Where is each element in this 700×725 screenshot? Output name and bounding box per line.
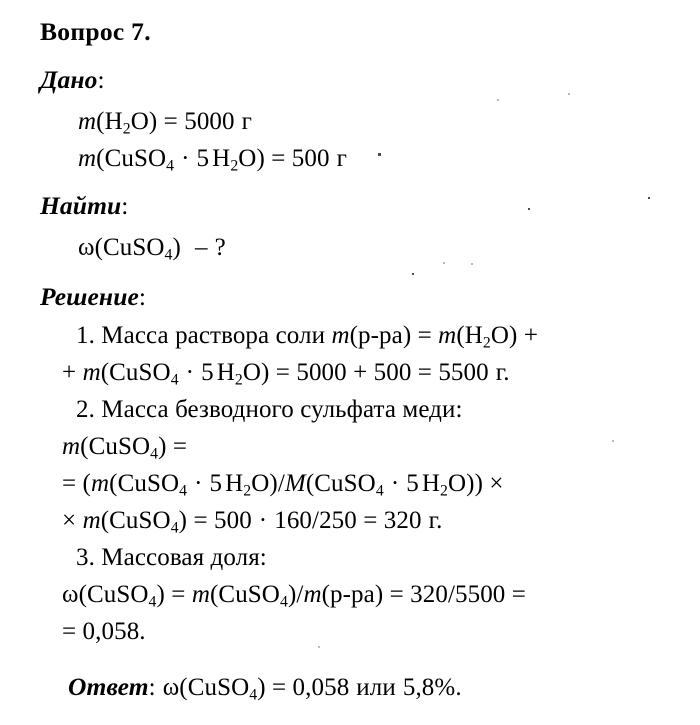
section-heading-find — [40, 192, 128, 220]
scan-speck — [318, 646, 320, 648]
section-heading-solution-colon: : — [138, 282, 147, 311]
find-mass-fraction: ω(CuSO$_4$) – ? — [78, 234, 226, 264]
scan-speck — [528, 208, 530, 210]
solution-step-2-line-2: m(CuSO$_4$) = — [62, 433, 188, 463]
solution-step-3-line-1: 3. Массовая доля: — [76, 544, 267, 571]
solution-step-1-line-2: + m(CuSO$_4$ · 5 $H_2O) = 5000 + 500 = 5500$ г. — [62, 359, 510, 389]
solution-step-2-line-1: 2. Масса безводного сульфата меди: — [76, 396, 463, 423]
given-water-mass: $m(H_2O) = 5000$ г — [78, 108, 252, 138]
solution-step-1-line-1: 1. Масса раствора соли $m(р-ра) = m(H_2O)$ + — [76, 322, 539, 352]
scan-speck — [612, 440, 614, 442]
solution-step-2-line-3: = (m(CuSO$_4$ · 5 $H_2O)/M(CuSO_4 \cdot 5$ $H_2O$)) × — [62, 470, 504, 500]
given-hydrate-mass: m(CuSO$_4$ · 5 $H_2O) = 500$ г — [78, 145, 347, 175]
scan-speck — [443, 262, 445, 264]
section-heading-given — [40, 66, 105, 94]
answer-heading-label: Ответ — [68, 672, 149, 701]
scan-speck — [497, 99, 499, 101]
scan-speck — [648, 197, 650, 199]
section-heading-given-label: Дано — [40, 65, 98, 94]
section-heading-given-colon: : — [97, 65, 105, 94]
solution-step-3-line-2: ω(CuSO$_4$) = m(CuSO$_4$)/m(р-ра) = 320/5500 = — [62, 581, 526, 611]
page-title: Вопрос 7. — [40, 17, 151, 46]
scan-speck — [471, 263, 473, 265]
section-heading-solution — [40, 283, 146, 311]
solution-step-3-line-3: = 0,058. — [62, 618, 146, 645]
answer-heading-colon: : — [148, 674, 156, 701]
solution-step-2-line-4: × m(CuSO$_4$) = 500 · 160/250 = 320 г. — [62, 507, 443, 537]
scan-speck — [378, 153, 381, 156]
answer-line: Ответ: ω(CuSO$_4$) = 0,058 или 5,8%. — [68, 672, 462, 704]
scan-speck — [568, 93, 570, 95]
section-heading-find-label: Найти — [40, 191, 122, 220]
section-heading-find-colon: : — [121, 191, 129, 220]
section-heading-solution-label: Решение — [40, 282, 139, 311]
scan-speck — [412, 273, 414, 275]
